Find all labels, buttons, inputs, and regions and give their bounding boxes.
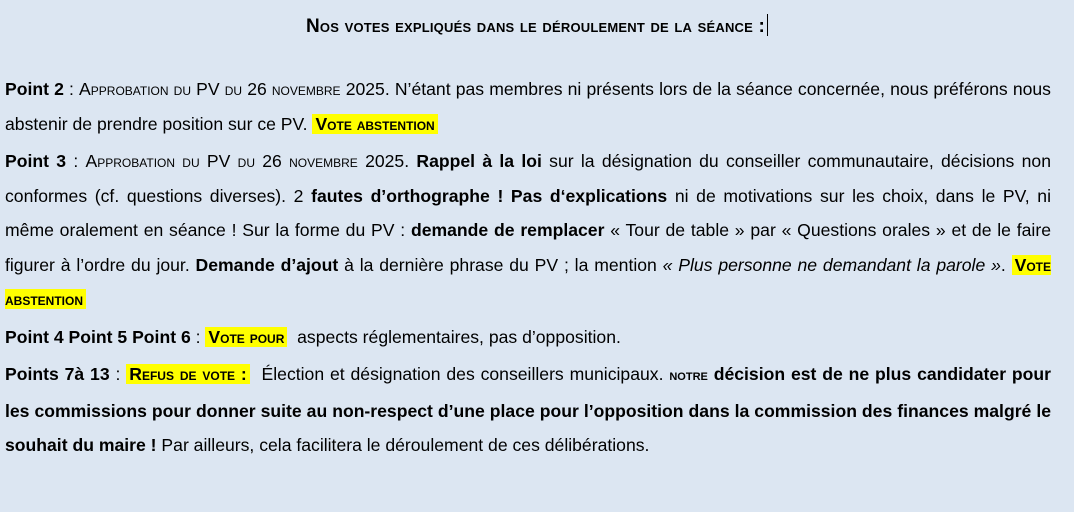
text-cursor [767, 14, 768, 36]
point-label: Point 4 Point 5 Point 6 [5, 326, 191, 347]
paragraph-point-2: Point 2 : Approbation du PV du 26 novembre 2025. N’étant pas membres ni présents lors de la séance concernée, nous préférons nous abstenir de prendre position sur ce PV. Vote abstention [5, 79, 1051, 134]
point-subject: Approbation du PV du 26 novembre 2025 [79, 79, 385, 99]
vote-badge: Vote abstention [5, 254, 1051, 309]
vote-badge: Vote pour [205, 327, 287, 347]
point-subject: Approbation du PV du 26 novembre 2025 [85, 151, 405, 171]
vote-badge: Refus de vote : [126, 364, 250, 384]
point-label: Points 7à 13 [5, 364, 110, 384]
paragraph-points-7-13: Points 7à 13 : Refus de vote : Élection et désignation des conseillers municipaux. notre décision est de ne plus candidater pour les commissions pour donner suite au non-respect d’une place pour l’opposition dans la commission des finances malgré le souhait du maire ! Par ailleurs, cela facilitera le déroulement de ces délibérations. [5, 364, 1051, 455]
point-label: Point 2 [5, 79, 64, 99]
document-body [5, 72, 1051, 466]
paragraph-point-3: Point 3 : Approbation du PV du 26 novembre 2025. Rappel à la loi sur la désignation du conseiller communautaire, décisions non conformes (cf. questions diverses). 2 fautes d’orthographe ! Pas d‘explications ni de motivations sur les choix, dans le PV, ni même oralement en séance ! Sur la forme du PV : demande de remplacer « Tour de table » par « Questions orales » et de le faire figurer à l’ordre du jour. Demande d’ajout à la dernière phrase du PV ; la mention « Plus personne ne demandant la parole ». Vote abstention [5, 151, 1051, 309]
point-label: Point 3 [5, 151, 67, 171]
vote-badge: Vote abstention [312, 114, 437, 134]
paragraph-points-4-6: Point 4 Point 5 Point 6 : Vote pour aspects réglementaires, pas d’opposition. [5, 326, 621, 347]
document-title: Nos votes expliqués dans le déroulement de la séance : [0, 14, 1074, 38]
